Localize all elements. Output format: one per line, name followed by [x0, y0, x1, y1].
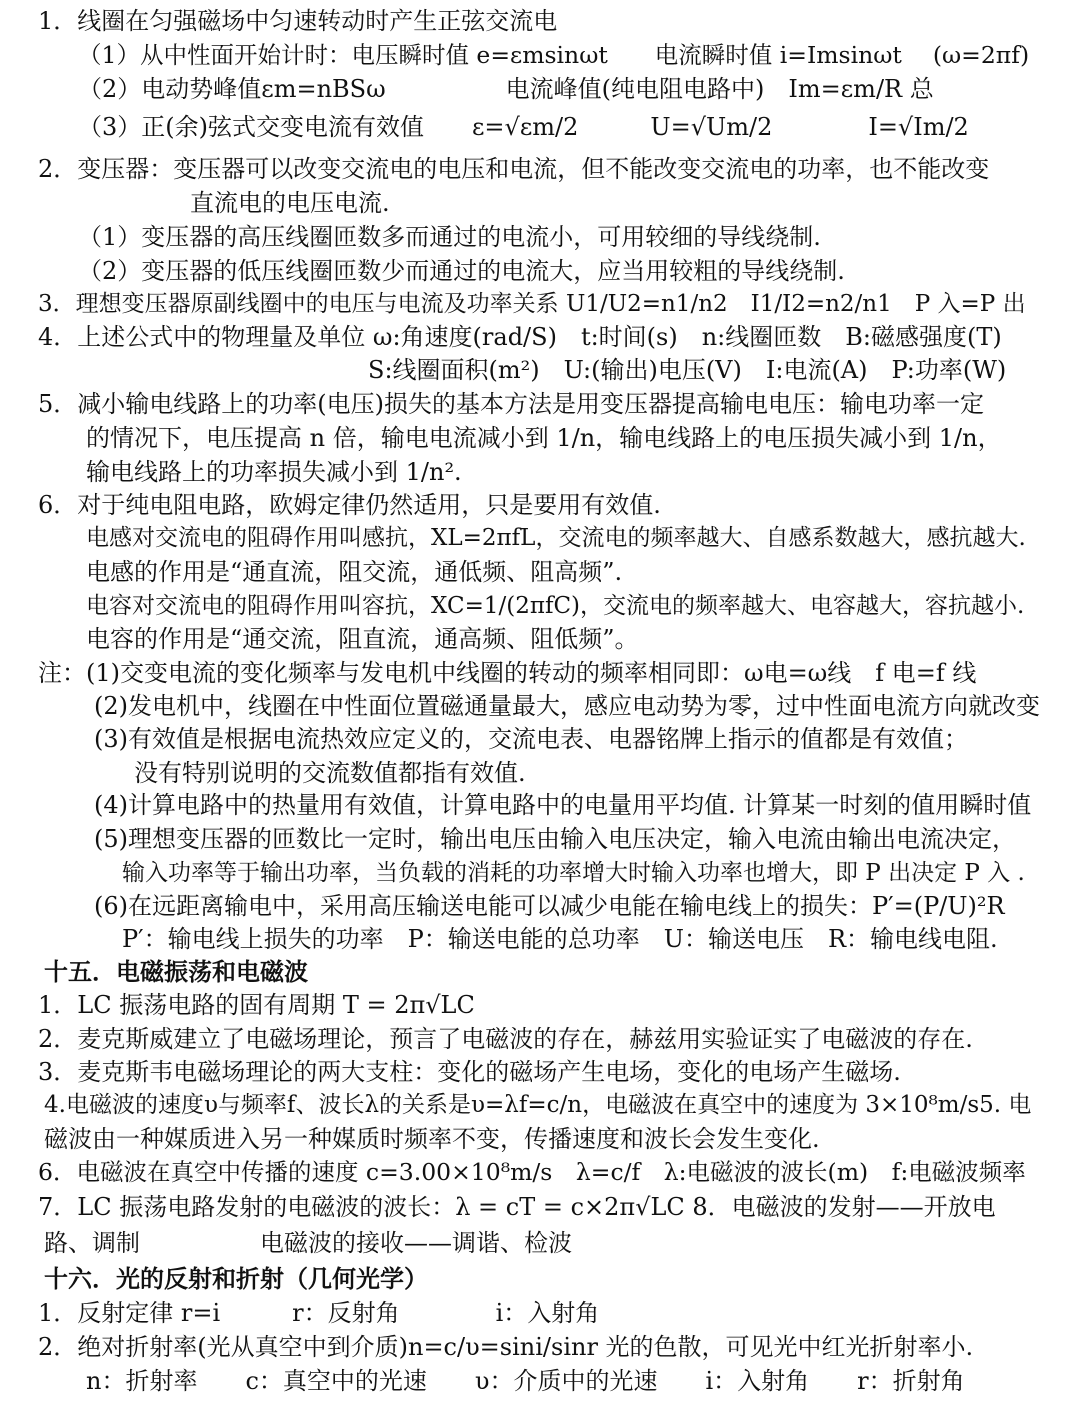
text-line: （1）变压器的高压线圈匝数多而通过的电流小，可用较细的导线绕制.: [78, 223, 821, 251]
text-line: 6．对于纯电阻电路，欧姆定律仍然适用，只是要用有效值.: [38, 491, 661, 519]
text-line: 2．变压器：变压器可以改变交流电的电压和电流，但不能改变交流电的功率，也不能改变: [38, 155, 990, 183]
text-line: 7．LC 振荡电路发射的电磁波的波长：λ = cT = c×2π√LC 8．电磁波的发射——开放电: [38, 1193, 996, 1221]
text-line: 直流电的电压电流.: [190, 189, 390, 217]
text-line: 磁波由一种媒质进入另一种媒质时频率不变，传播速度和波长会发生变化.: [44, 1125, 820, 1153]
text-line: S:线圈面积(m²) U:(输出)电压(V) I:电流(A) P:功率(W): [368, 356, 1007, 384]
text-line: (3)有效值是根据电流热效应定义的，交流电表、电器铭牌上指示的值都是有效值；: [94, 725, 968, 753]
text-line: 输电线路上的功率损失减小到 1/n².: [86, 458, 462, 486]
text-line: 3．理想变压器原副线圈中的电压与电流及功率关系 U1/U2=n1/n2 I1/I2=n2/n1 P 入=P 出: [38, 291, 1026, 317]
section-heading: 十六．光的反射和折射（几何光学）: [44, 1265, 428, 1293]
text-line: 没有特别说明的交流数值都指有效值.: [134, 759, 526, 787]
text-line: 1．LC 振荡电路的固有周期 T = 2π√LC: [38, 991, 475, 1019]
text-line: 电容对交流电的阻碍作用叫容抗，XC=1/(2πfC)，交流电的频率越大、电容越大，容抗越小.: [86, 593, 1025, 619]
text-line: 输入功率等于输出功率，当负载的消耗的功率增大时输入功率也增大，即 P 出决定 P 入 .: [122, 860, 1025, 886]
text-line: 电感的作用是“通直流，阻交流，通低频、阻高频”.: [86, 558, 623, 586]
text-line: 电感对交流电的阻碍作用叫感抗，XL=2πfL，交流电的频率越大、自感系数越大，感抗越大.: [86, 525, 1026, 551]
text-line: 6．电磁波在真空中传播的速度 c=3.00×10⁸m/s λ=c/f λ:电磁波的波长(m) f:电磁波频率: [38, 1158, 1026, 1186]
text-line: 注：(1)交变电流的变化频率与发电机中线圈的转动的频率相同即：ω电=ω线 f 电=f 线: [38, 659, 977, 687]
text-line: （1）从中性面开始计时：电压瞬时值 e=εmsinωt 电流瞬时值 i=Imsinωt (ω=2πf): [78, 41, 1030, 69]
text-line: 1．反射定律 r=i r：反射角 i：入射角: [38, 1299, 600, 1327]
text-line: (2)发电机中，线圈在中性面位置磁通量最大，感应电动势为零，过中性面电流方向就改变: [94, 692, 1040, 720]
text-line: (4)计算电路中的热量用有效值，计算电路中的电量用平均值. 计算某一时刻的值用瞬时值: [94, 791, 1032, 819]
text-line: 5．减小输电线路上的功率(电压)损失的基本方法是用变压器提高输电电压：输电功率一定: [38, 390, 984, 418]
text-line: 2．麦克斯威建立了电磁场理论，预言了电磁波的存在，赫兹用实验证实了电磁波的存在.: [38, 1025, 973, 1053]
text-line: P′：输电线上损失的功率 P：输送电能的总功率 U：输送电压 R：输电线电阻.: [122, 925, 998, 953]
text-line: 3．麦克斯韦电磁场理论的两大支柱：变化的磁场产生电场，变化的电场产生磁场.: [38, 1058, 901, 1086]
text-line: 路、调制 电磁波的接收——调谐、检波: [44, 1229, 572, 1257]
text-line: 电容的作用是“通交流，阻直流，通高频、阻低频”。: [86, 625, 639, 653]
text-line: 4．上述公式中的物理量及单位 ω:角速度(rad/S) t:时间(s) n:线圈匝数 B:磁感强度(T): [38, 323, 1002, 351]
text-line: 1．线圈在匀强磁场中匀速转动时产生正弦交流电: [38, 7, 558, 35]
text-line: （2）变压器的低压线圈匝数少而通过的电流大，应当用较粗的导线绕制.: [78, 257, 845, 285]
text-line: (5)理想变压器的匝数比一定时，输出电压由输入电压决定，输入电流由输出电流决定，: [94, 825, 1016, 853]
text-line: 的情况下，电压提高 n 倍，输电电流减小到 1/n，输电线路上的电压损失减小到 1/n，: [86, 424, 1002, 452]
text-line: 4.电磁波的速度υ与频率f、波长λ的关系是υ=λf=c/n，电磁波在真空中的速度为 3×10⁸m/s5. 电: [44, 1092, 1032, 1118]
text-line: 2．绝对折射率(光从真空中到介质)n=c/υ=sini/sinr 光的色散，可见光中红光折射率小.: [38, 1333, 974, 1361]
text-line: n：折射率 c：真空中的光速 υ：介质中的光速 i：入射角 r：折射角: [86, 1367, 965, 1395]
text-line: （2）电动势峰值εm=nBSω 电流峰值(纯电阻电路中) Im=εm/R 总: [78, 75, 934, 103]
text-line: （3）正(余)弦式交变电流有效值 ε=√εm/2 U=√Um/2 I=√Im/2: [78, 113, 969, 141]
section-heading: 十五．电磁振荡和电磁波: [44, 958, 308, 986]
text-line: (6)在远距离输电中，采用高压输送电能可以减少电能在输电线上的损失：P′=(P/U)²R: [94, 892, 1005, 920]
